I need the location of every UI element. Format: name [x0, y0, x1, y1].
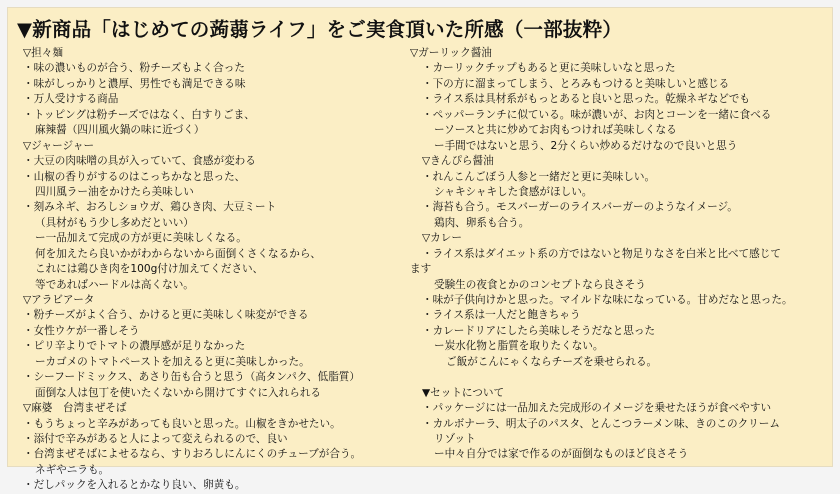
- feedback-line: ー一品加えて完成の方が更に美味しくなる。: [35, 232, 247, 245]
- feedback-line: ・味がしっかりと濃厚、男性でも満足できる味: [23, 77, 246, 90]
- section-heading: ▽アラビアータ: [23, 294, 95, 306]
- feedback-line: 麻辣醤（四川風火鍋の味に近づく）: [35, 124, 205, 137]
- feedback-line: ご飯がこんにゃくならチーズを乗せられる。: [446, 355, 658, 368]
- feedback-line: ・下の方に溜まってしまう、とろみもつけると美味しいと感じる: [422, 77, 730, 90]
- feedback-line: ・シーフードミックス、あさり缶も合うと思う（高タンパク、低脂質）: [23, 371, 360, 384]
- feedback-line: ・ライス系はダイエット系の方ではないと物足りなさを白米と比べて感じて: [422, 247, 781, 260]
- feedback-line: ーカゴメのトマトペーストを加えると更に美味しかった。: [35, 355, 310, 368]
- section-heading: ▽カレー: [422, 232, 462, 245]
- feedback-line: ・カルボナーラ、明太子のパスタ、とんこつラーメン味、きのこのクリーム: [422, 417, 780, 430]
- feedback-line: ・ピリ辛よりでトマトの濃厚感が足りなかった: [23, 340, 246, 353]
- section-heading: ▼セットについて: [422, 386, 505, 399]
- feedback-line: ます: [410, 263, 432, 276]
- feedback-line: ・添付で辛みがあると人によって変えられるので、良い: [23, 432, 288, 445]
- section-heading: ▽麻婆 台湾まぜそば: [23, 402, 127, 415]
- feedback-line: ・台湾まぜそばによせるなら、すりおろしにんにくのチューブが合う。: [23, 448, 362, 461]
- feedback-line: ・味の濃いものが合う、粉チーズもよく合った: [23, 62, 245, 75]
- feedback-line: リゾット: [434, 432, 476, 445]
- section-heading: ▽ガーリック醤油: [410, 47, 492, 59]
- section-heading: ▽きんぴら醤油: [422, 155, 494, 168]
- feedback-line: ・ライス系は具材系がもっとあると良いと思った。乾燥ネギなどでも: [422, 93, 750, 106]
- slide: [7, 7, 833, 492]
- feedback-line: これには鶏ひき肉を100g付け加えてください、: [35, 263, 264, 276]
- feedback-line: 四川風ラー油をかけたら美味しい: [35, 185, 194, 198]
- feedback-line: ・カレードリアにしたら美味しそうだなと思った: [422, 324, 656, 337]
- feedback-line: ・粉チーズがよく合う、かけると更に美味しく味変ができる: [23, 309, 309, 322]
- feedback-line: ー炭水化物と脂質を取りたくない。: [434, 340, 604, 353]
- section-heading: ▽担々麺: [23, 47, 63, 59]
- feedback-line: ー手間ではないと思う、2分くらい炒めるだけなので良いと思う: [434, 139, 738, 152]
- feedback-line: ・万人受けする商品: [23, 93, 119, 106]
- feedback-line: 面倒な人は包丁を使いたくないから開けてすぐに入れられる: [35, 386, 322, 399]
- feedback-column-right: [410, 46, 830, 463]
- feedback-line: [410, 370, 830, 385]
- feedback-line: ・ペッパーランチに似ている。味が濃いが、お肉とコーンを一緒に食べる: [422, 108, 772, 121]
- feedback-line: シャキシャキした食感がほしい。: [434, 185, 593, 198]
- feedback-line: ネギやニラも。: [35, 463, 110, 476]
- feedback-line: ・味が子供向けかと思った。マイルドな味になっている。甘めだなと思った。: [422, 294, 793, 306]
- feedback-line: ・パッケージには一品加えた完成形のイメージを乗せたほうが食べやすい: [422, 402, 772, 415]
- feedback-line: 何を加えたら良いかがわからないから面倒くさくなるから、: [35, 247, 322, 260]
- feedback-line: ・女性ウケが一番しそう: [23, 324, 140, 337]
- feedback-line: 等であればハードルは高くない。: [35, 278, 194, 291]
- feedback-line: ・だしパックを入れるとかなり良い、卵黄も。: [23, 479, 246, 492]
- section-heading: ▽ジャージャー: [23, 139, 95, 152]
- feedback-line: ・カーリックチップもあると更に美味しいなと思った: [422, 62, 676, 75]
- feedback-line: ・ライス系は一人だと飽きちゃう: [422, 309, 581, 322]
- feedback-line: ・刻みネギ、おろしショウガ、鶏ひき肉、大豆ミート: [23, 201, 277, 214]
- feedback-line: ・トッピングは粉チーズではなく、白すりごま、: [23, 108, 255, 121]
- feedback-line: 受験生の夜食とかのコンセプトなら良さそう: [434, 278, 646, 291]
- feedback-line: （具材がもう少し多めだといい）: [35, 216, 194, 229]
- page-title: ▼新商品「はじめての蒟蒻ライフ」をご実食頂いた所感（一部抜粋）: [17, 18, 623, 41]
- feedback-line: ・れんこんごぼう人参と一緒だと更に美味しい。: [422, 170, 656, 183]
- feedback-line: ー中々自分では家で作るのが面倒なものほど良さそう: [434, 448, 689, 461]
- feedback-line: ーソースと共に炒めてお肉もつければ美味しくなる: [434, 124, 677, 137]
- feedback-line: ・大豆の肉味噌の具が入っていて、食感が変わる: [23, 155, 256, 168]
- feedback-line: 鶏肉、卵系も合う。: [434, 216, 530, 229]
- feedback-line: ・山椒の香りがするのはこっちかなと思った、: [23, 170, 246, 183]
- feedback-line: ・海苔も合う。モスバーガーのライスバーガーのようなイメージ。: [422, 201, 738, 214]
- feedback-line: ・もうちょっと辛みがあっても良いと思った。山椒をきかせたい。: [23, 417, 341, 430]
- feedback-column-left: [23, 46, 418, 494]
